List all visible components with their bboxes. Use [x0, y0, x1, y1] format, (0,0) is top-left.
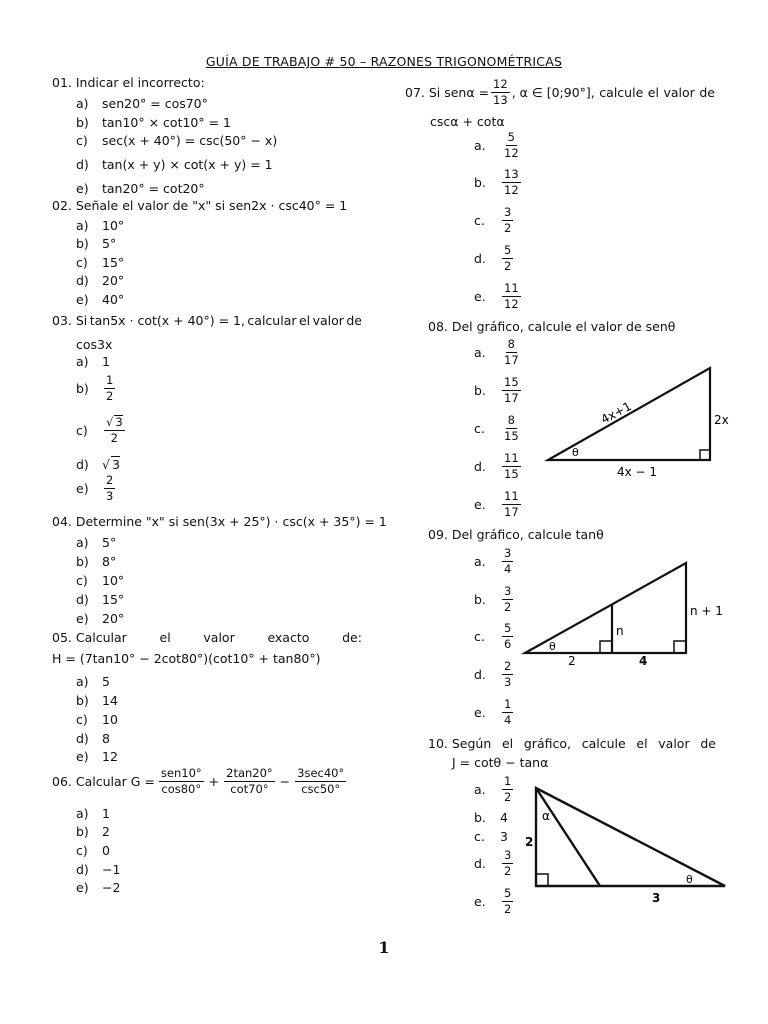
question-04-stem: 04. Determine "x" si sen(3x + 25°) · csc(x + 35°) = 1 [52, 514, 387, 529]
q10-option-b: b. 4 [474, 810, 508, 825]
q05-option-c: c) 10 [76, 712, 118, 727]
q09-inner-height-label: n [616, 624, 624, 638]
q08-right-angle-mark [700, 450, 710, 460]
q06-option-b: b) 2 [76, 824, 110, 839]
q08-option-c: c. $\frac{8}{15}$ [474, 413, 519, 443]
q05-option-d: d) 8 [76, 731, 110, 746]
q07-option-b: b. $\frac{13}{12}$ [474, 167, 519, 197]
q08-triangle-figure [540, 360, 740, 480]
q09-option-a: a. $\frac{3}{4}$ [474, 546, 512, 576]
q02-option-d: d) 20° [76, 273, 125, 288]
q10-theta-label: θ [686, 873, 693, 886]
q01-option-e: e) tan20° = cot20° [76, 181, 205, 196]
question-03-stem-line2: cos3x [76, 337, 113, 352]
q04-option-a: a) 5° [76, 535, 117, 550]
q09-triangle-figure [515, 555, 730, 667]
question-10-stem: 10. Según el gráfico, calcule el valor de [428, 736, 716, 751]
q09-left-base-label: 2 [568, 654, 576, 667]
question-03-stem: 03. Si tan5x · cot(x + 40°) = 1, calcular el valor de [52, 313, 362, 328]
q10-cevian-line [536, 788, 600, 886]
q09-outer-height-label: n + 1 [690, 604, 723, 618]
q10-option-d: d. $\frac{3}{2}$ [474, 848, 512, 878]
q07-option-a: a. $\frac{5}{12}$ [474, 130, 519, 160]
question-08-stem: 08. Del gráfico, calcule el valor de senθ [428, 319, 676, 334]
q08-opposite-label: 2x [714, 413, 729, 427]
q09-option-c: c. $\frac{5}{6}$ [474, 621, 512, 651]
q08-option-e: e. $\frac{11}{17}$ [474, 489, 519, 519]
question-07-stem-line2: cscα + cotα [430, 114, 505, 129]
q03-option-b: b) $\frac{1}{2}$ [76, 373, 114, 403]
q10-option-a: a. $\frac{1}{2}$ [474, 774, 512, 804]
q09-theta-label: θ [549, 640, 556, 653]
q08-hypotenuse-label: 4x+1 [598, 399, 634, 427]
q08-option-d: d. $\frac{11}{15}$ [474, 451, 519, 481]
q04-option-b: b) 8° [76, 554, 117, 569]
q01-option-d: d) tan(x + y) × cot(x + y) = 1 [76, 157, 273, 172]
q07-option-d: d. $\frac{5}{2}$ [474, 243, 512, 273]
q02-option-a: a) 10° [76, 218, 125, 233]
q05-option-e: e) 12 [76, 749, 118, 764]
q10-option-c: c. 3 [474, 829, 508, 844]
q09-right-base-label: 4 [639, 654, 648, 667]
q08-option-a: a. $\frac{8}{17}$ [474, 337, 519, 367]
question-07-stem: 07. Si senα = $\frac{12}{13}$ , α ∈ [0;90°], calcule el valor de [405, 77, 715, 107]
q08-option-b: b. $\frac{15}{17}$ [474, 375, 519, 405]
q09-option-e: e. $\frac{1}{4}$ [474, 697, 512, 727]
q09-option-b: b. $\frac{3}{2}$ [474, 584, 512, 614]
q09-outer-right-angle-mark [674, 641, 686, 653]
question-05-expression: H = (7tan10° − 2cot80°)(cot10° + tan80°) [52, 651, 321, 666]
q04-option-d: d) 15° [76, 592, 125, 607]
q04-option-e: e) 20° [76, 611, 125, 626]
q10-alpha-label: α [542, 809, 550, 823]
q04-option-c: c) 10° [76, 573, 125, 588]
page-number: 1 [378, 938, 390, 957]
q09-inner-right-angle-mark [600, 641, 612, 653]
q07-option-c: c. $\frac{3}{2}$ [474, 205, 512, 235]
question-05-stem: 05. Calcular el valor exacto de: [52, 630, 362, 645]
q06-option-d: d) −1 [76, 862, 121, 877]
q10-side-label: 2 [525, 835, 534, 849]
q10-base-label: 3 [652, 891, 661, 905]
q03-option-a: a) 1 [76, 354, 110, 369]
page-title: GUÍA DE TRABAJO # 50 – RAZONES TRIGONOMÉTRICAS [205, 54, 563, 69]
q03-option-c: c) $\frac{√ 3}{2}$ [76, 415, 123, 445]
q09-option-d: d. $\frac{2}{3}$ [474, 659, 512, 689]
question-01-stem: 01. Indicar el incorrecto: [52, 75, 205, 90]
q08-theta-label: θ [572, 446, 579, 459]
question-02-stem: 02. Señale el valor de "x" si sen2x · csc40° = 1 [52, 198, 348, 213]
question-10-expression: J = cotθ − tanα [452, 755, 549, 770]
q07-option-e: e. $\frac{11}{12}$ [474, 281, 519, 311]
q06-option-a: a) 1 [76, 806, 110, 821]
q02-option-c: c) 15° [76, 255, 125, 270]
q10-option-e: e. $\frac{5}{2}$ [474, 886, 512, 916]
q01-option-b: b) tan10° × cot10° = 1 [76, 115, 232, 130]
q05-option-a: a) 5 [76, 674, 110, 689]
q01-option-a: a) sen20° = cos70° [76, 96, 208, 111]
q06-option-e: e) −2 [76, 880, 121, 895]
q05-option-b: b) 14 [76, 693, 118, 708]
q03-option-d: d) √ 3 [76, 456, 120, 472]
question-06-stem: 06. Calcular G = $\frac{\text{sen10°}}{\cos 80^\circ}$ + $\frac{2\tan 20^\circ}{\cot 70^\circ}$ − $\frac{3\sec 40^\circ}{\csc 50^\circ}$ [52, 766, 345, 796]
q01-option-c: c) sec(x + 40°) = csc(50° − x) [76, 133, 278, 148]
q02-option-e: e) 40° [76, 292, 125, 307]
q03-option-e: e) $\frac{2}{3}$ [76, 473, 114, 503]
q10-triangle-figure [520, 780, 735, 906]
q08-adjacent-label: 4x − 1 [617, 465, 658, 479]
q10-outer-triangle [536, 788, 725, 886]
q02-option-b: b) 5° [76, 236, 117, 251]
question-09-stem: 09. Del gráfico, calcule tanθ [428, 527, 604, 542]
q06-option-c: c) 0 [76, 843, 110, 858]
q10-right-angle-mark [536, 874, 548, 886]
